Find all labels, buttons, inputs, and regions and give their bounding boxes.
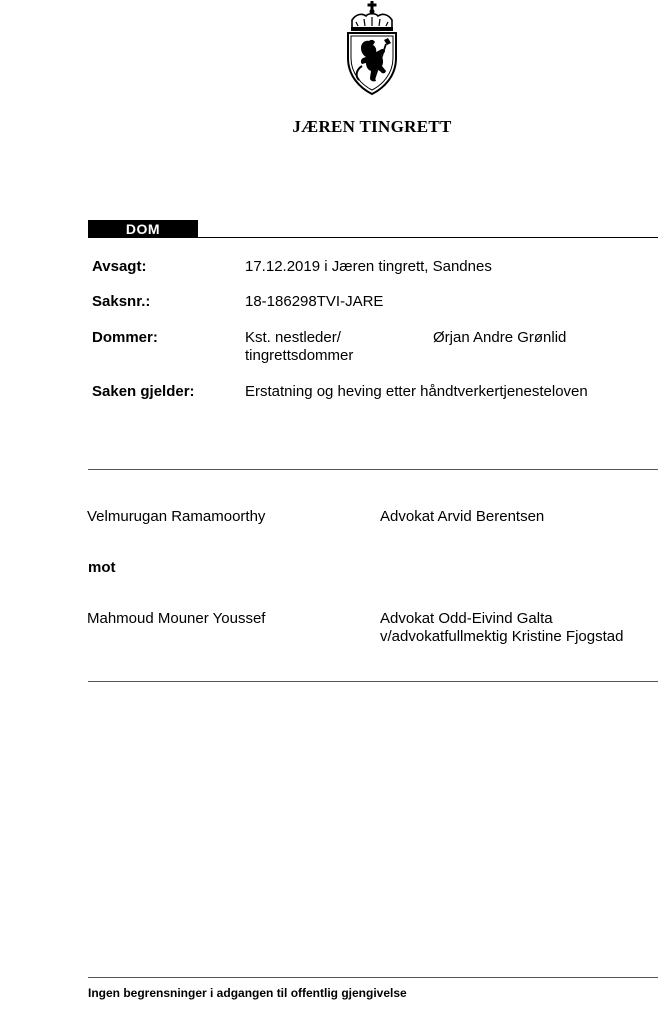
document-type-label: DOM <box>88 220 198 238</box>
dommer-label: Dommer: <box>92 329 158 346</box>
saksnr-label: Saksnr.: <box>92 293 151 310</box>
section-divider-bottom <box>88 681 658 682</box>
saken-gjelder-label: Saken gjelder: <box>92 383 195 400</box>
footer-divider <box>88 977 658 978</box>
defendant-counsel-line1: Advokat Odd-Eivind Galta <box>380 610 553 627</box>
versus-label: mot <box>88 559 116 576</box>
dom-heading-rule <box>198 237 658 238</box>
avsagt-value: 17.12.2019 i Jæren tingrett, Sandnes <box>245 258 492 275</box>
dommer-name: Ørjan Andre Grønlid <box>433 329 567 346</box>
dommer-title-line1: Kst. nestleder/ <box>245 329 341 346</box>
publication-notice: Ingen begrensninger i adgangen til offentlig gjengivelse <box>88 986 407 1000</box>
plaintiff-name: Velmurugan Ramamoorthy <box>87 508 266 525</box>
coat-of-arms-crest <box>344 0 400 96</box>
avsagt-label: Avsagt: <box>92 258 147 275</box>
saken-gjelder-value: Erstatning og heving etter håndtverkertjenesteloven <box>245 383 588 400</box>
saksnr-value: 18-186298TVI-JARE <box>245 293 384 310</box>
court-name: JÆREN TINGRETT <box>292 117 452 136</box>
defendant-counsel-line2: v/advokatfullmektig Kristine Fjogstad <box>380 628 624 645</box>
defendant-name: Mahmoud Mouner Youssef <box>87 610 266 627</box>
dommer-title-line2: tingrettsdommer <box>245 347 354 364</box>
section-divider-top <box>88 469 658 470</box>
plaintiff-counsel: Advokat Arvid Berentsen <box>380 508 545 525</box>
